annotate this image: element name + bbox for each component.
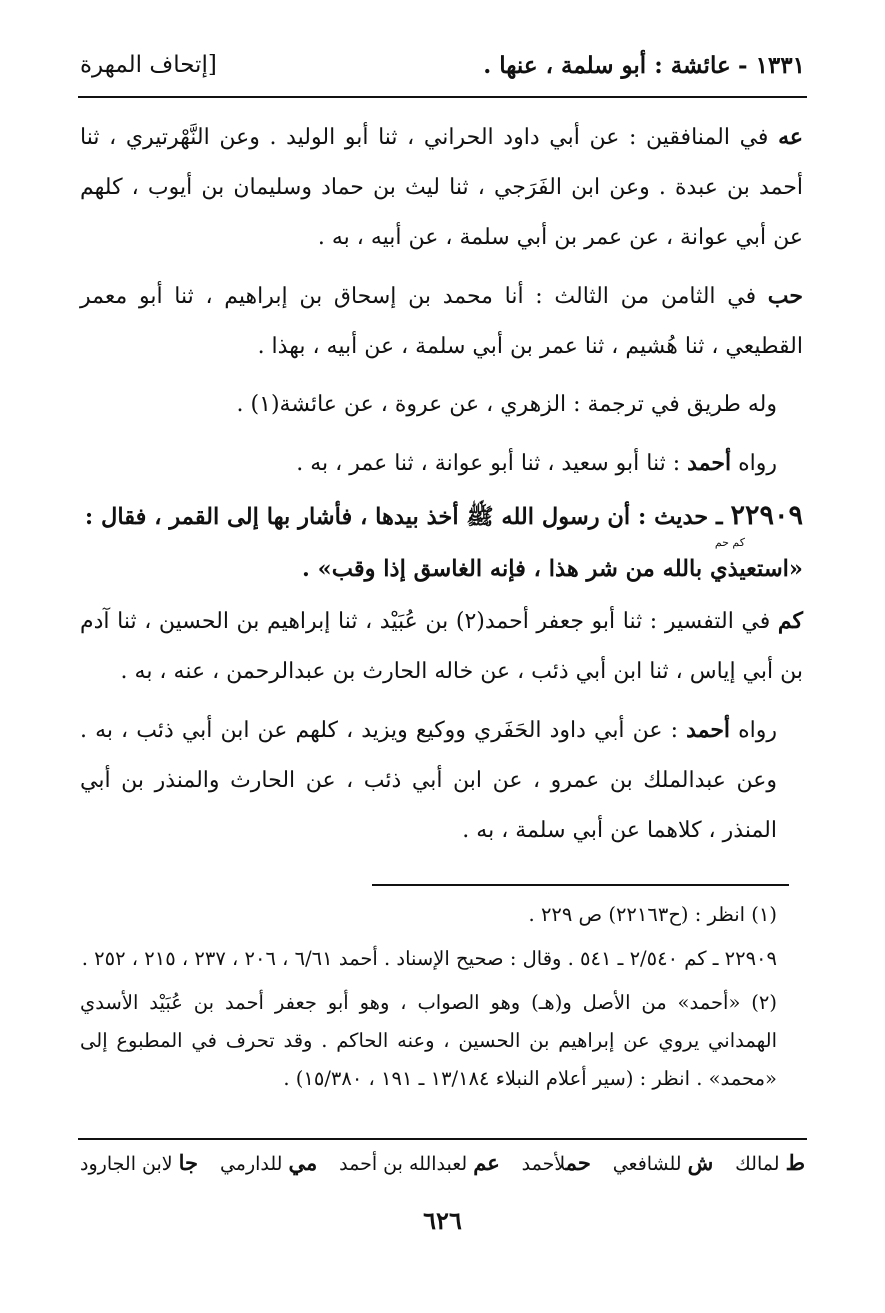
abbreviation-label: للشافعي <box>612 1153 688 1175</box>
paragraph-text: : ثنا أبو سعيد ، ثنا أبو عوانة ، ثنا عمر ، به . <box>296 451 688 476</box>
paragraph-text: وله طريق في ترجمة : الزهري ، عن عروة ، عن عائشة(١) . <box>236 392 777 417</box>
hadith-number: ٢٢٩٠٩ <box>730 500 803 531</box>
main-text <box>80 112 803 856</box>
running-header-section <box>483 52 805 79</box>
footnote: (٢) «أحمد» من الأصل و(هـ) وهو الصواب ، وهو أبو جعفر أحمد بن عُبَيْد الأسدي الهمداني يروي عن إبراهيم بن الحسين ، وعنه الحاكم . وقد تحرف في المطبوع إلى «محمد» . انظر : (سير أعلام النبلاء ١٣/١٨٤ ـ ١٩١ ، ١٥/٣٨٠) . <box>80 991 777 1090</box>
paragraph-text: في المنافقين : عن أبي داود الحراني ، ثنا أبو الوليد . وعن النَّهْرتيري ، ثنا أحمد بن عبدة . وعن ابن الفَرَجي ، ثنا ليث بن حماد وسليمان بن أيوب ، كلهم عن أبي عوانة ، عن عمر بن أبي سلمة ، عن أبيه ، به . <box>80 125 803 250</box>
abbreviation-key <box>80 1150 805 1175</box>
hadith-heading <box>80 497 803 588</box>
paragraph-text: في التفسير : ثنا أبو جعفر أحمد(٢) بن عُبَيْد ، ثنا إبراهيم بن الحسين ، ثنا آدم بن أبي إياس ، ثنا ابن أبي ذئب ، عن خاله الحارث بن عبدالرحمن ، عنه ، به . <box>80 609 803 684</box>
paragraph-prefix: رواه <box>731 451 777 476</box>
section-number: ١٣٣١ - <box>738 52 805 79</box>
abbreviation-item <box>613 1150 714 1175</box>
abbreviation-rule <box>78 1138 807 1140</box>
abbreviation-label: لعبدالله بن أحمد <box>339 1153 474 1175</box>
hadith-quote: «استعيذي بالله من شر هذا ، فإنه الغاسق إذا وقب» . <box>302 556 803 582</box>
running-header-book-title: [إتحاف المهرة <box>80 52 217 78</box>
abbreviation-code: حم <box>565 1150 591 1175</box>
section-title: عائشة : أبو سلمة ، عنها . <box>483 52 731 79</box>
header-rule <box>78 96 807 98</box>
abbreviation-label: لأحمد <box>521 1153 566 1175</box>
abbreviation-item <box>220 1150 317 1175</box>
paragraph <box>80 438 803 489</box>
abbreviation-label: للدارمي <box>219 1153 289 1175</box>
hadith-source-marks: كم حم <box>714 536 745 549</box>
abbreviation-code: مي <box>288 1150 318 1175</box>
paragraph-prefix: رواه <box>730 718 778 743</box>
page-number: ٦٢٦ <box>423 1206 462 1235</box>
paragraph <box>80 380 803 430</box>
abbreviation-code: عم <box>473 1150 500 1175</box>
source-code: أحمد <box>686 717 731 743</box>
abbreviation-item <box>522 1150 591 1175</box>
abbreviation-item <box>80 1150 198 1175</box>
footnote-rule <box>372 884 789 886</box>
paragraph <box>80 271 803 372</box>
abbreviation-label: لابن الجارود <box>80 1153 179 1175</box>
source-code: أحمد <box>687 450 732 476</box>
source-code: كم <box>777 608 804 634</box>
paragraph <box>80 596 803 697</box>
abbreviation-item <box>735 1150 805 1175</box>
paragraph <box>80 705 803 856</box>
paragraph-text: في الثامن من الثالث : أنا محمد بن إسحاق بن إبراهيم ، ثنا أبو معمر القطيعي ، ثنا هُشيم ، ثنا عمر بن أبي سلمة ، عن أبيه ، بهذا . <box>80 284 803 359</box>
paragraph-text: : عن أبي داود الحَفَري ووكيع ويزيد ، كلهم عن ابن أبي ذئب ، به . وعن عبدالملك بن عمرو ، عن ابن أبي ذئب ، عن الحارث والمنذر بن أبي المنذر ، كلاهما عن أبي سلمة ، به . <box>80 718 777 843</box>
source-code: حب <box>767 283 803 309</box>
abbreviation-code: جا <box>178 1150 199 1175</box>
abbreviation-label: لمالك <box>735 1153 786 1175</box>
hadith-text: ـ حديث : أن رسول الله ﷺ أخذ بيدها ، فأشار بها إلى القمر ، فقال : <box>84 504 731 530</box>
footnote: (١) انظر : (ح٢٢١٦٣) ص ٢٢٩ . <box>528 903 777 926</box>
abbreviation-item <box>339 1150 500 1175</box>
abbreviation-code: ط <box>785 1150 805 1175</box>
source-code: عه <box>778 124 803 150</box>
footnotes <box>80 896 803 1104</box>
paragraph <box>80 112 803 263</box>
abbreviation-code: ش <box>687 1150 714 1175</box>
footnote: ٢٢٩٠٩ ـ كم ٢/٥٤٠ ـ ٥٤١ . وقال : صحيح الإسناد . أحمد ٦/٦١ ، ٢٠٦ ، ٢٣٧ ، ٢١٥ ، ٢٥٢ . <box>81 947 777 970</box>
